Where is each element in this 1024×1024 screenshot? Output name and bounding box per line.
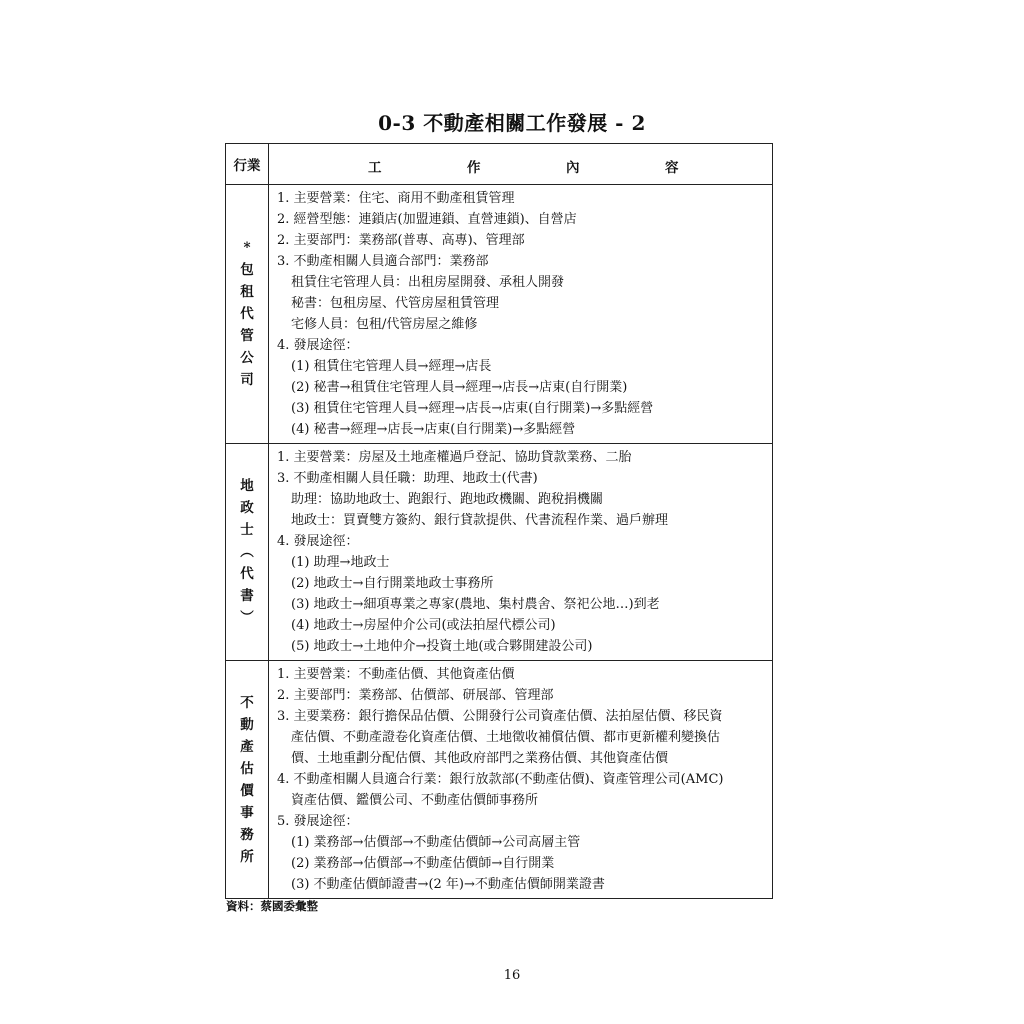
content-line: (3) 不動產估價師證書→(2 年)→不動產估價師開業證書 [291,877,605,892]
content-line: 產估價、不動產證卷化資產估價、土地徵收補償估價、都市更新權利變換估 [291,730,721,745]
industry-label [238,475,256,629]
content-line: (4) 秘書→經理→店長→店東(自行開業)→多點經營 [291,422,576,437]
content-line: 宅修人員：包租/代管房屋之維修 [291,317,478,332]
industry-char: 司 [240,372,254,388]
content-line: 2. 主要部門：業務部、估價部、研展部、管理部 [277,688,554,703]
industry-char: 代 [240,566,254,582]
header-content-char: 容 [665,160,679,176]
header-content-char: 工 [368,160,382,176]
content-line: 1. 主要營業：房屋及土地產權過戶登記、協助貸款業務、二胎 [277,450,632,465]
header-content [269,144,773,185]
table-row [226,444,773,661]
content-line: (2) 秘書→租賃住宅管理人員→經理→店長→店東(自行開業) [291,380,628,395]
content-line: 4. 發展途徑： [277,534,359,549]
industry-char: 估 [240,760,254,777]
industry-cell [226,661,269,899]
content-line: 1. 主要營業：不動產估價、其他資產估價 [277,667,515,682]
page-number: 16 [503,968,521,983]
content-cell [269,185,773,444]
content-line: (2) 地政士→自行開業地政士事務所 [291,576,494,591]
industry-char: 政 [240,500,254,516]
header-industry: 行業 [226,144,269,185]
industry-cell [226,444,269,661]
content-line: (3) 租賃住宅管理人員→經理→店長→店東(自行開業)→多點經營 [291,401,654,416]
content-line: 助理：協助地政士、跑銀行、跑地政機關、跑稅捐機關 [291,492,604,507]
content-line: 地政士：買賣雙方簽約、銀行貸款提供、代書流程作業、過戶辦理 [291,513,669,528]
industry-char: 事 [240,804,254,821]
content-line: (1) 助理→地政士 [291,555,390,570]
content-line: (2) 業務部→估價部→不動產估價師→自行開業 [291,856,555,871]
content-line: 1. 主要營業：住宅、商用不動產租賃管理 [277,191,515,206]
industry-char: 不 [240,694,254,711]
industry-char: 務 [240,826,254,843]
content-line: (3) 地政士→細項專業之專家(農地、集村農舍、祭祀公地…)到老 [291,597,660,612]
content-cell [269,444,773,661]
industry-char: 所 [240,848,254,865]
content-line: (5) 地政士→土地仲介→投資土地(或合夥開建設公司) [291,639,593,654]
industry-char: 管 [240,328,254,344]
industry-char: 包 [240,262,254,278]
industry-char: 書 [240,588,254,604]
content-line: (1) 租賃住宅管理人員→經理→店長 [291,359,492,374]
industry-char: 產 [240,738,254,755]
content-line: 3. 不動產相關人員適合部門：業務部 [277,254,489,269]
industry-char: 公 [240,350,254,366]
content-line: 價、土地重劃分配估價、其他政府部門之業務估價、其他資產估價 [291,751,669,766]
page-title: 0-3 不動產相關工作發展 - 2 [378,111,646,135]
industry-char: 代 [240,306,254,322]
career-development-table [225,143,773,899]
content-line: 資產估價、鑑價公司、不動產估價師事務所 [291,793,539,808]
industry-char: 士 [240,522,254,538]
content-line: 4. 不動產相關人員適合行業：銀行放款部(不動產估價)、資產管理公司(AMC) [277,772,724,787]
industry-char: 動 [240,716,254,733]
industry-label [238,692,256,868]
industry-char: 地 [240,478,254,494]
header-content-char: 內 [566,160,580,176]
industry-char: ︵ [240,544,254,560]
header-content-char: 作 [467,160,481,176]
table-header-row [226,144,773,185]
industry-cell [226,185,269,444]
industry-char: 租 [240,284,254,300]
content-line: 4. 發展途徑： [277,338,359,353]
content-line: 租賃住宅管理人員：出租房屋開發、承租人開發 [291,275,565,290]
content-line: 2. 主要部門：業務部(普專、高專)、管理部 [277,233,525,248]
industry-char: ︶ [240,610,254,626]
content-line: (4) 地政士→房屋仲介公司(或法拍屋代標公司) [291,618,556,633]
industry-char: 價 [240,782,254,799]
content-line: 2. 經營型態：連鎖店(加盟連鎖、直營連鎖)、自營店 [277,212,577,227]
table-row [226,661,773,899]
industry-label [238,237,256,391]
table-row [226,185,773,444]
content-line: 3. 不動產相關人員任職：助理、地政士(代書) [277,471,538,486]
source-note: 資料：蔡國委彙整 [226,899,318,913]
content-line: 秘書：包租房屋、代管房屋租賃管理 [291,296,500,311]
content-line: 5. 發展途徑： [277,814,359,829]
industry-char: * [243,240,251,256]
content-line: (1) 業務部→估價部→不動產估價師→公司高層主管 [291,835,581,850]
content-cell [269,661,773,899]
content-line: 3. 主要業務：銀行擔保品估價、公開發行公司資產估價、法拍屋估價、移民資 [277,709,723,724]
